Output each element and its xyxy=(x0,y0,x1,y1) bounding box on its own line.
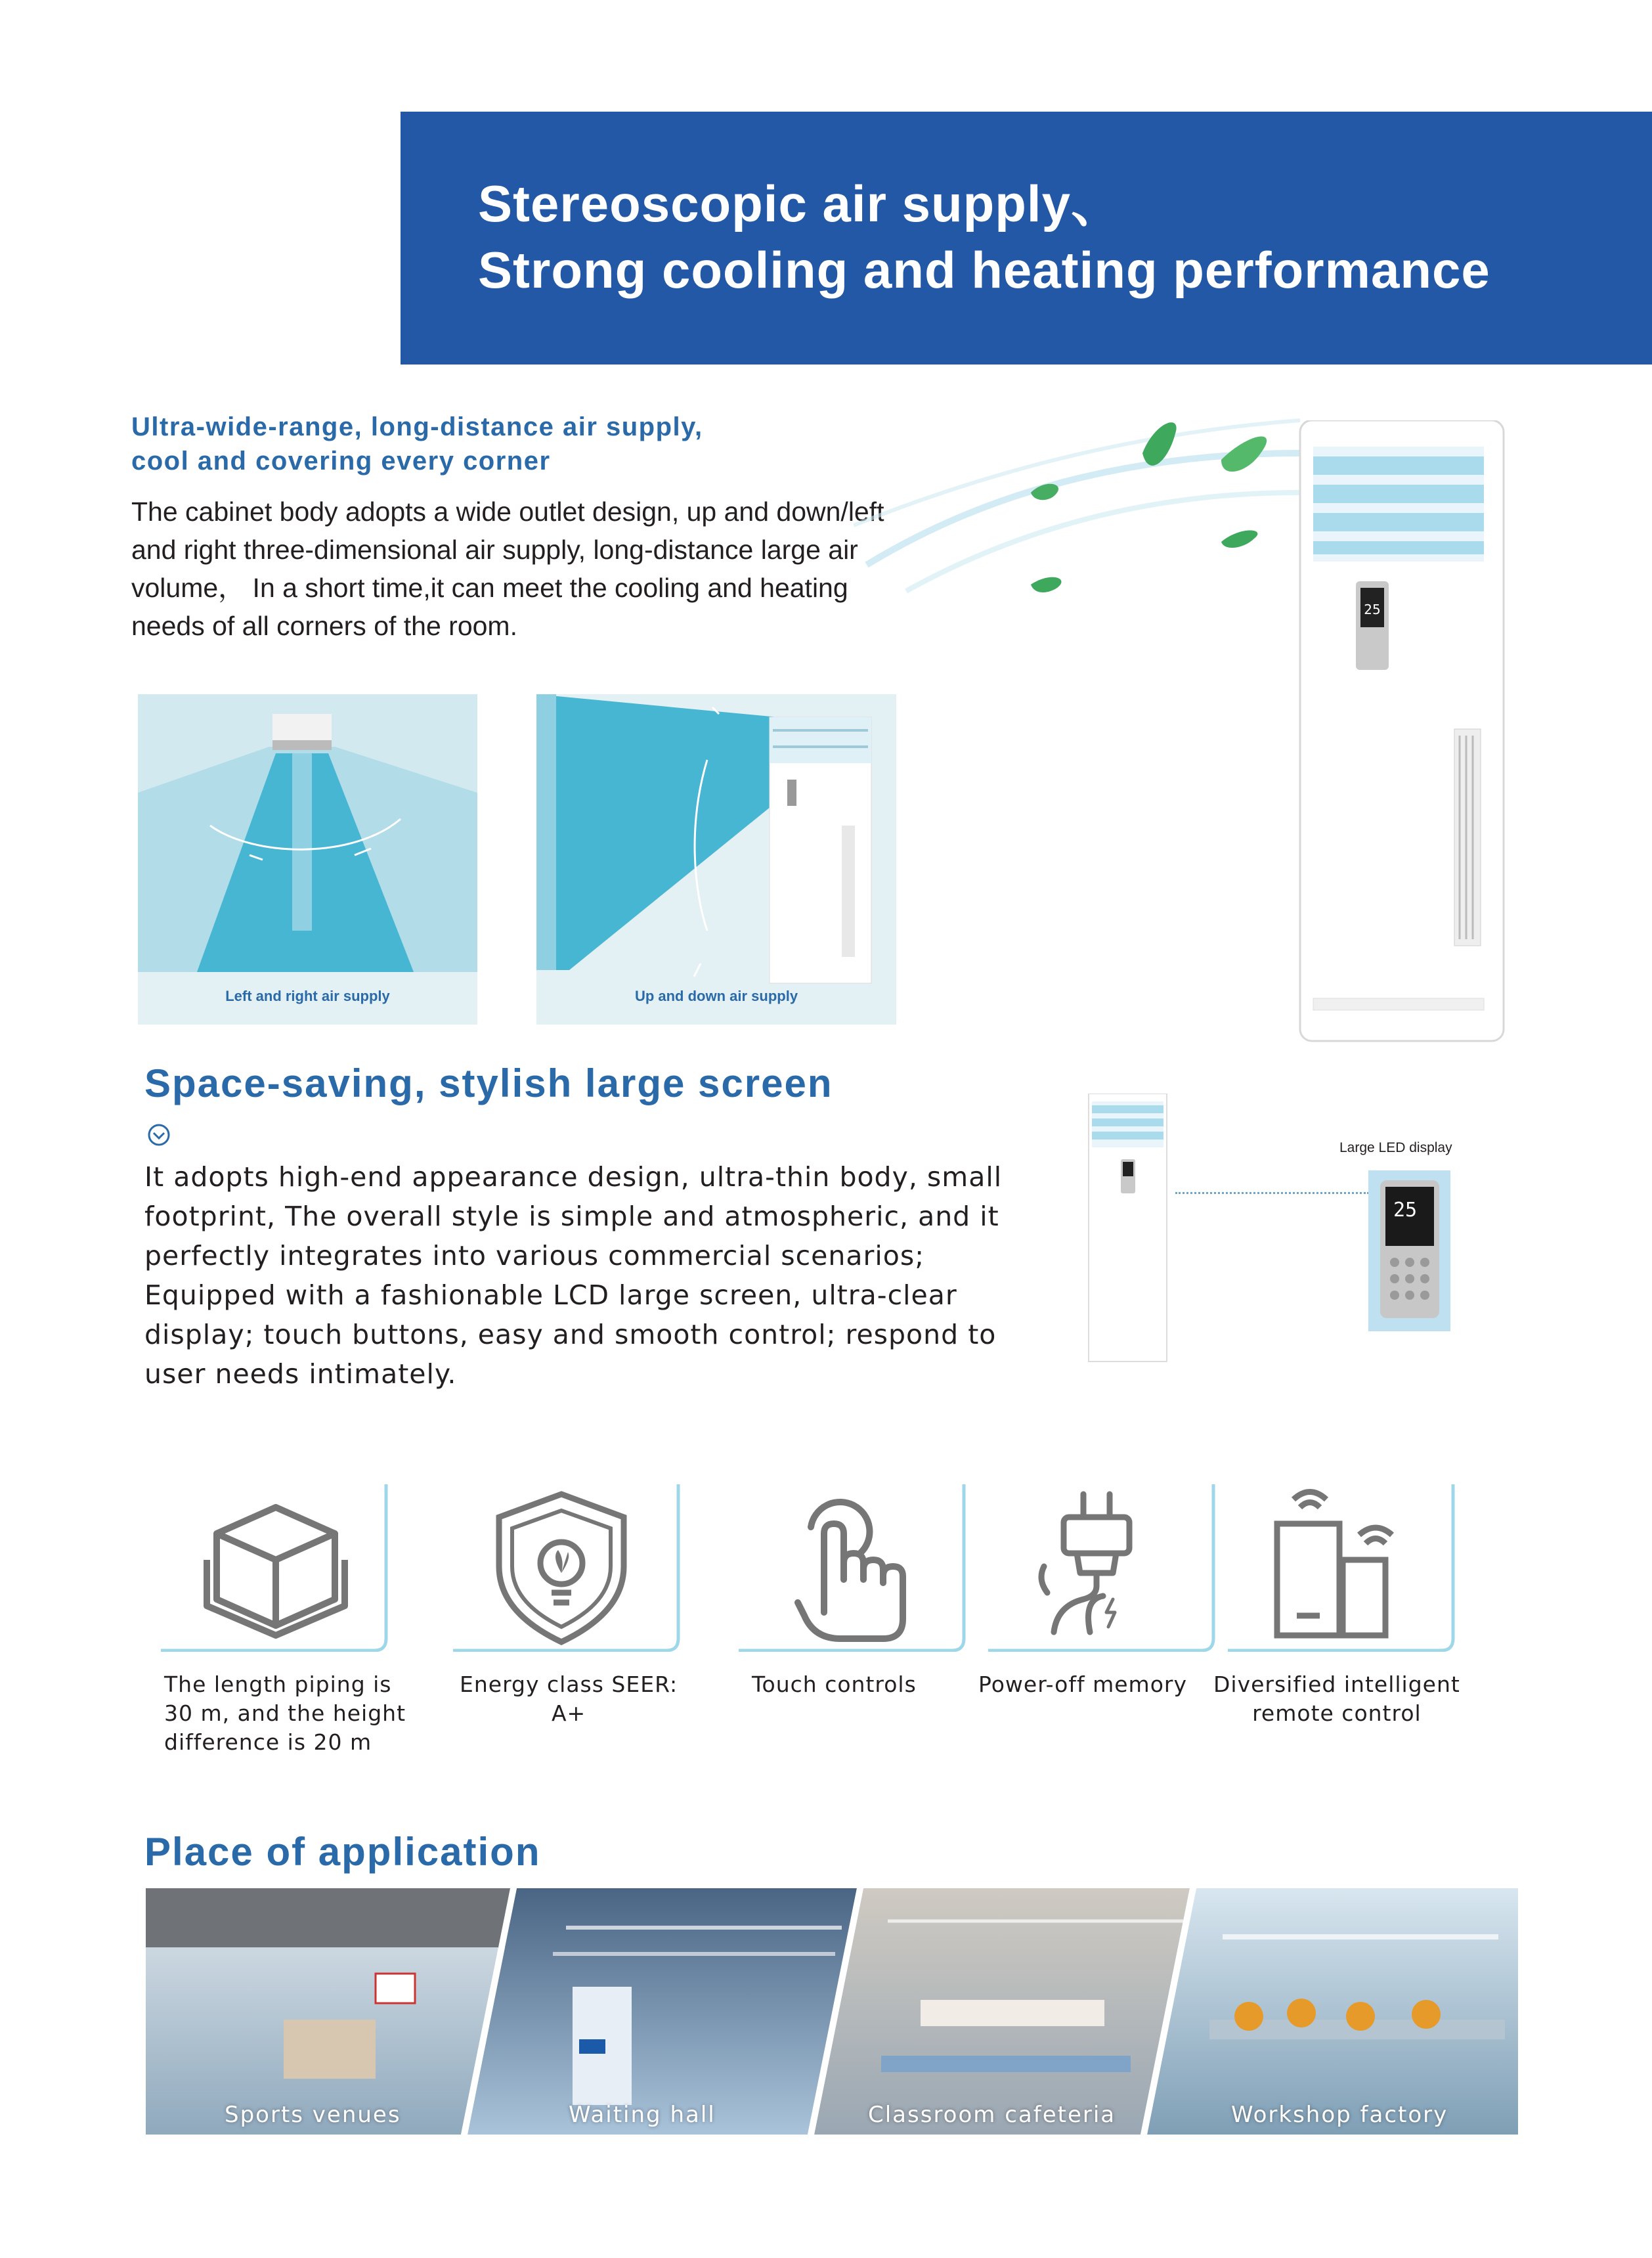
diagram-caption: Left and right air supply xyxy=(225,988,390,1004)
up-down-air-supply-diagram xyxy=(536,694,896,1025)
applications-title: Place of application xyxy=(144,1830,541,1874)
led-display-label: Large LED display xyxy=(1339,1140,1452,1155)
cabinet-ac-unit-image xyxy=(1297,420,1513,1044)
piping-box-icon xyxy=(207,1507,345,1635)
hero-title-line2: Strong cooling and heating performance xyxy=(478,241,1490,299)
power-plug-icon xyxy=(1041,1494,1129,1632)
classroom-cafeteria-photo xyxy=(814,1888,1190,2135)
feature-card xyxy=(1225,1481,1456,1652)
wireless-remote-icon xyxy=(1277,1492,1392,1636)
feature-caption: Diversified intelligent remote control xyxy=(1213,1671,1460,1726)
cabinet-ac-unit-thumbnail xyxy=(1087,1094,1169,1363)
touch-hand-icon xyxy=(798,1502,903,1639)
leaf-icon xyxy=(1221,437,1267,472)
feature-caption: Energy class SEER: A+ xyxy=(460,1671,678,1726)
energy-shield-icon xyxy=(499,1494,624,1642)
feature-card xyxy=(735,1481,967,1652)
led-display-image xyxy=(1368,1170,1450,1331)
leaf-icon xyxy=(1031,577,1061,592)
application-label: Sports venues xyxy=(225,2102,401,2128)
application-label: Classroom cafeteria xyxy=(868,2102,1116,2128)
feature-caption: The length piping is 30 m, and the height difference is 20 m xyxy=(164,1671,406,1755)
led-temperature-readout: 25 xyxy=(1393,1199,1418,1222)
screen-section-body: It adopts high-end appearance design, ultra-thin body, small footprint, The overall style is simple and atmospheric, and it perfectly integrates into various commercial scenarios; Equipped with a fashionable LCD large screen, ultra-clear display; touch buttons, easy and smooth control; respond to user needs intimately. xyxy=(144,1161,1003,1390)
airflow-leaves-graphic xyxy=(854,394,1313,631)
leaf-icon xyxy=(1031,484,1058,500)
left-right-air-supply-diagram xyxy=(138,694,477,1025)
hero-banner xyxy=(401,112,1652,365)
feature-card xyxy=(450,1481,681,1652)
diagram-caption: Up and down air supply xyxy=(634,988,798,1004)
screen-section-title: Space-saving, stylish large screen xyxy=(144,1061,833,1105)
chevron-down-circle-icon xyxy=(146,1122,172,1148)
sports-venue-photo xyxy=(146,1888,510,2135)
air-supply-subheading-line1: Ultra-wide-range, long-distance air supply, xyxy=(131,412,703,441)
air-supply-body: The cabinet body adopts a wide outlet design, up and down/left and right three-dimensional air supply, long-distance large air volume， In a short time,it can meet the cooling and heating needs of all corners of the room. xyxy=(131,497,884,641)
led-connector-line xyxy=(1175,1192,1369,1194)
feature-card xyxy=(158,1481,389,1652)
hero-title-line1: Stereoscopic air supply、 xyxy=(478,175,1123,232)
application-label: Waiting hall xyxy=(569,2102,716,2128)
leaf-icon xyxy=(1221,531,1257,548)
application-photo-strip xyxy=(146,1888,1518,2135)
feature-caption: Touch controls xyxy=(752,1671,917,1697)
air-supply-subheading-line2: cool and covering every corner xyxy=(131,447,551,476)
feature-card xyxy=(985,1481,1216,1652)
workshop-factory-photo xyxy=(1147,1888,1518,2135)
application-label: Workshop factory xyxy=(1231,2102,1448,2128)
feature-caption: Power-off memory xyxy=(978,1671,1187,1697)
waiting-hall-photo xyxy=(467,1888,857,2135)
svg-text:25: 25 xyxy=(1364,602,1381,617)
